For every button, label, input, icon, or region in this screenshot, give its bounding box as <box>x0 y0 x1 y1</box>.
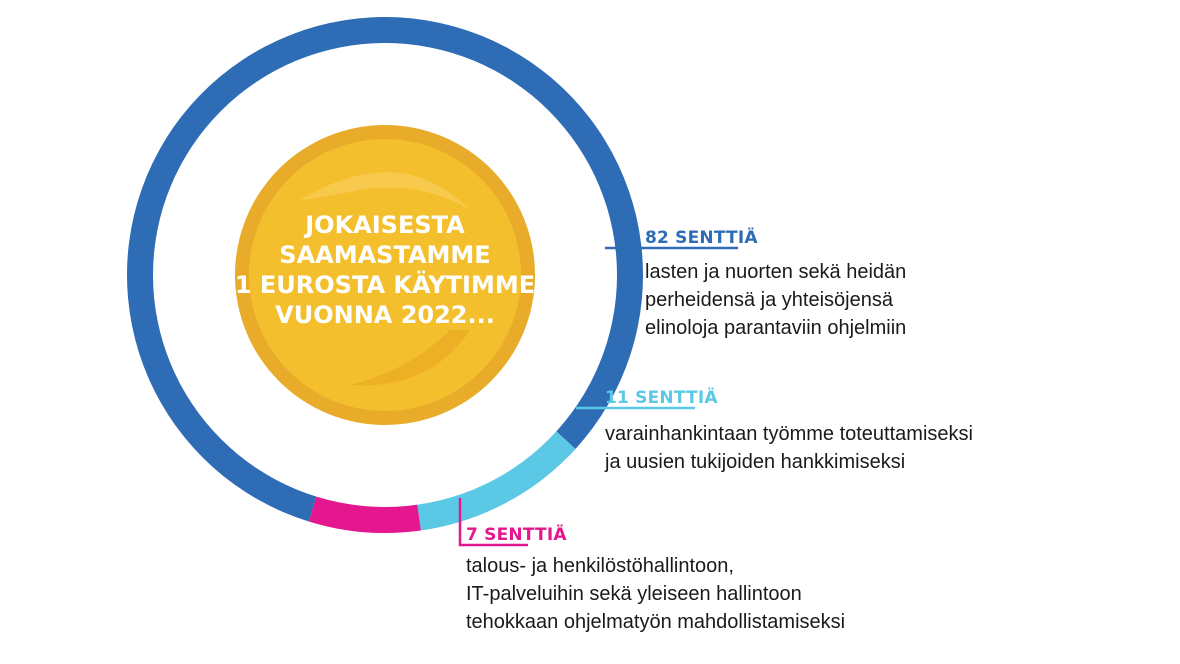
slice-label-7: 7 SENTTIÄ <box>466 525 567 545</box>
slice-description-11-line-2: ja uusien tukijoiden hankkimiseksi <box>605 451 906 473</box>
slice-description-7-line-2: IT-palveluihin sekä yleiseen hallintoon <box>466 583 802 605</box>
center-title-line-3: 1 EUROSTA KÄYTIMME <box>234 271 536 299</box>
slice-description-7 <box>466 552 845 636</box>
slice-description-82-line-1: lasten ja nuorten sekä heidän <box>645 261 907 283</box>
slice-description-82-line-2: perheidensä ja yhteisöjensä <box>645 289 893 311</box>
slice-description-82 <box>645 258 906 342</box>
slice-description-11-line-1: varainhankintaan työmme toteuttamiseksi <box>605 423 973 445</box>
slice-label-82: 82 SENTTIÄ <box>645 228 758 248</box>
slice-label-11: 11 SENTTIÄ <box>605 388 718 408</box>
slice-description-11 <box>605 420 973 476</box>
center-title-line-2: SAAMASTAMME <box>279 241 491 269</box>
center-title-line-4: VUONNA 2022... <box>275 301 495 329</box>
slice-description-7-line-1: talous- ja henkilöstöhallintoon, <box>466 555 734 577</box>
slice-description-82-line-3: elinoloja parantaviin ohjelmiin <box>645 317 907 339</box>
center-title-line-1: JOKAISESTA <box>305 211 465 239</box>
slice-description-7-line-3: tehokkaan ohjelmatyön mahdollistamiseksi <box>466 611 846 633</box>
